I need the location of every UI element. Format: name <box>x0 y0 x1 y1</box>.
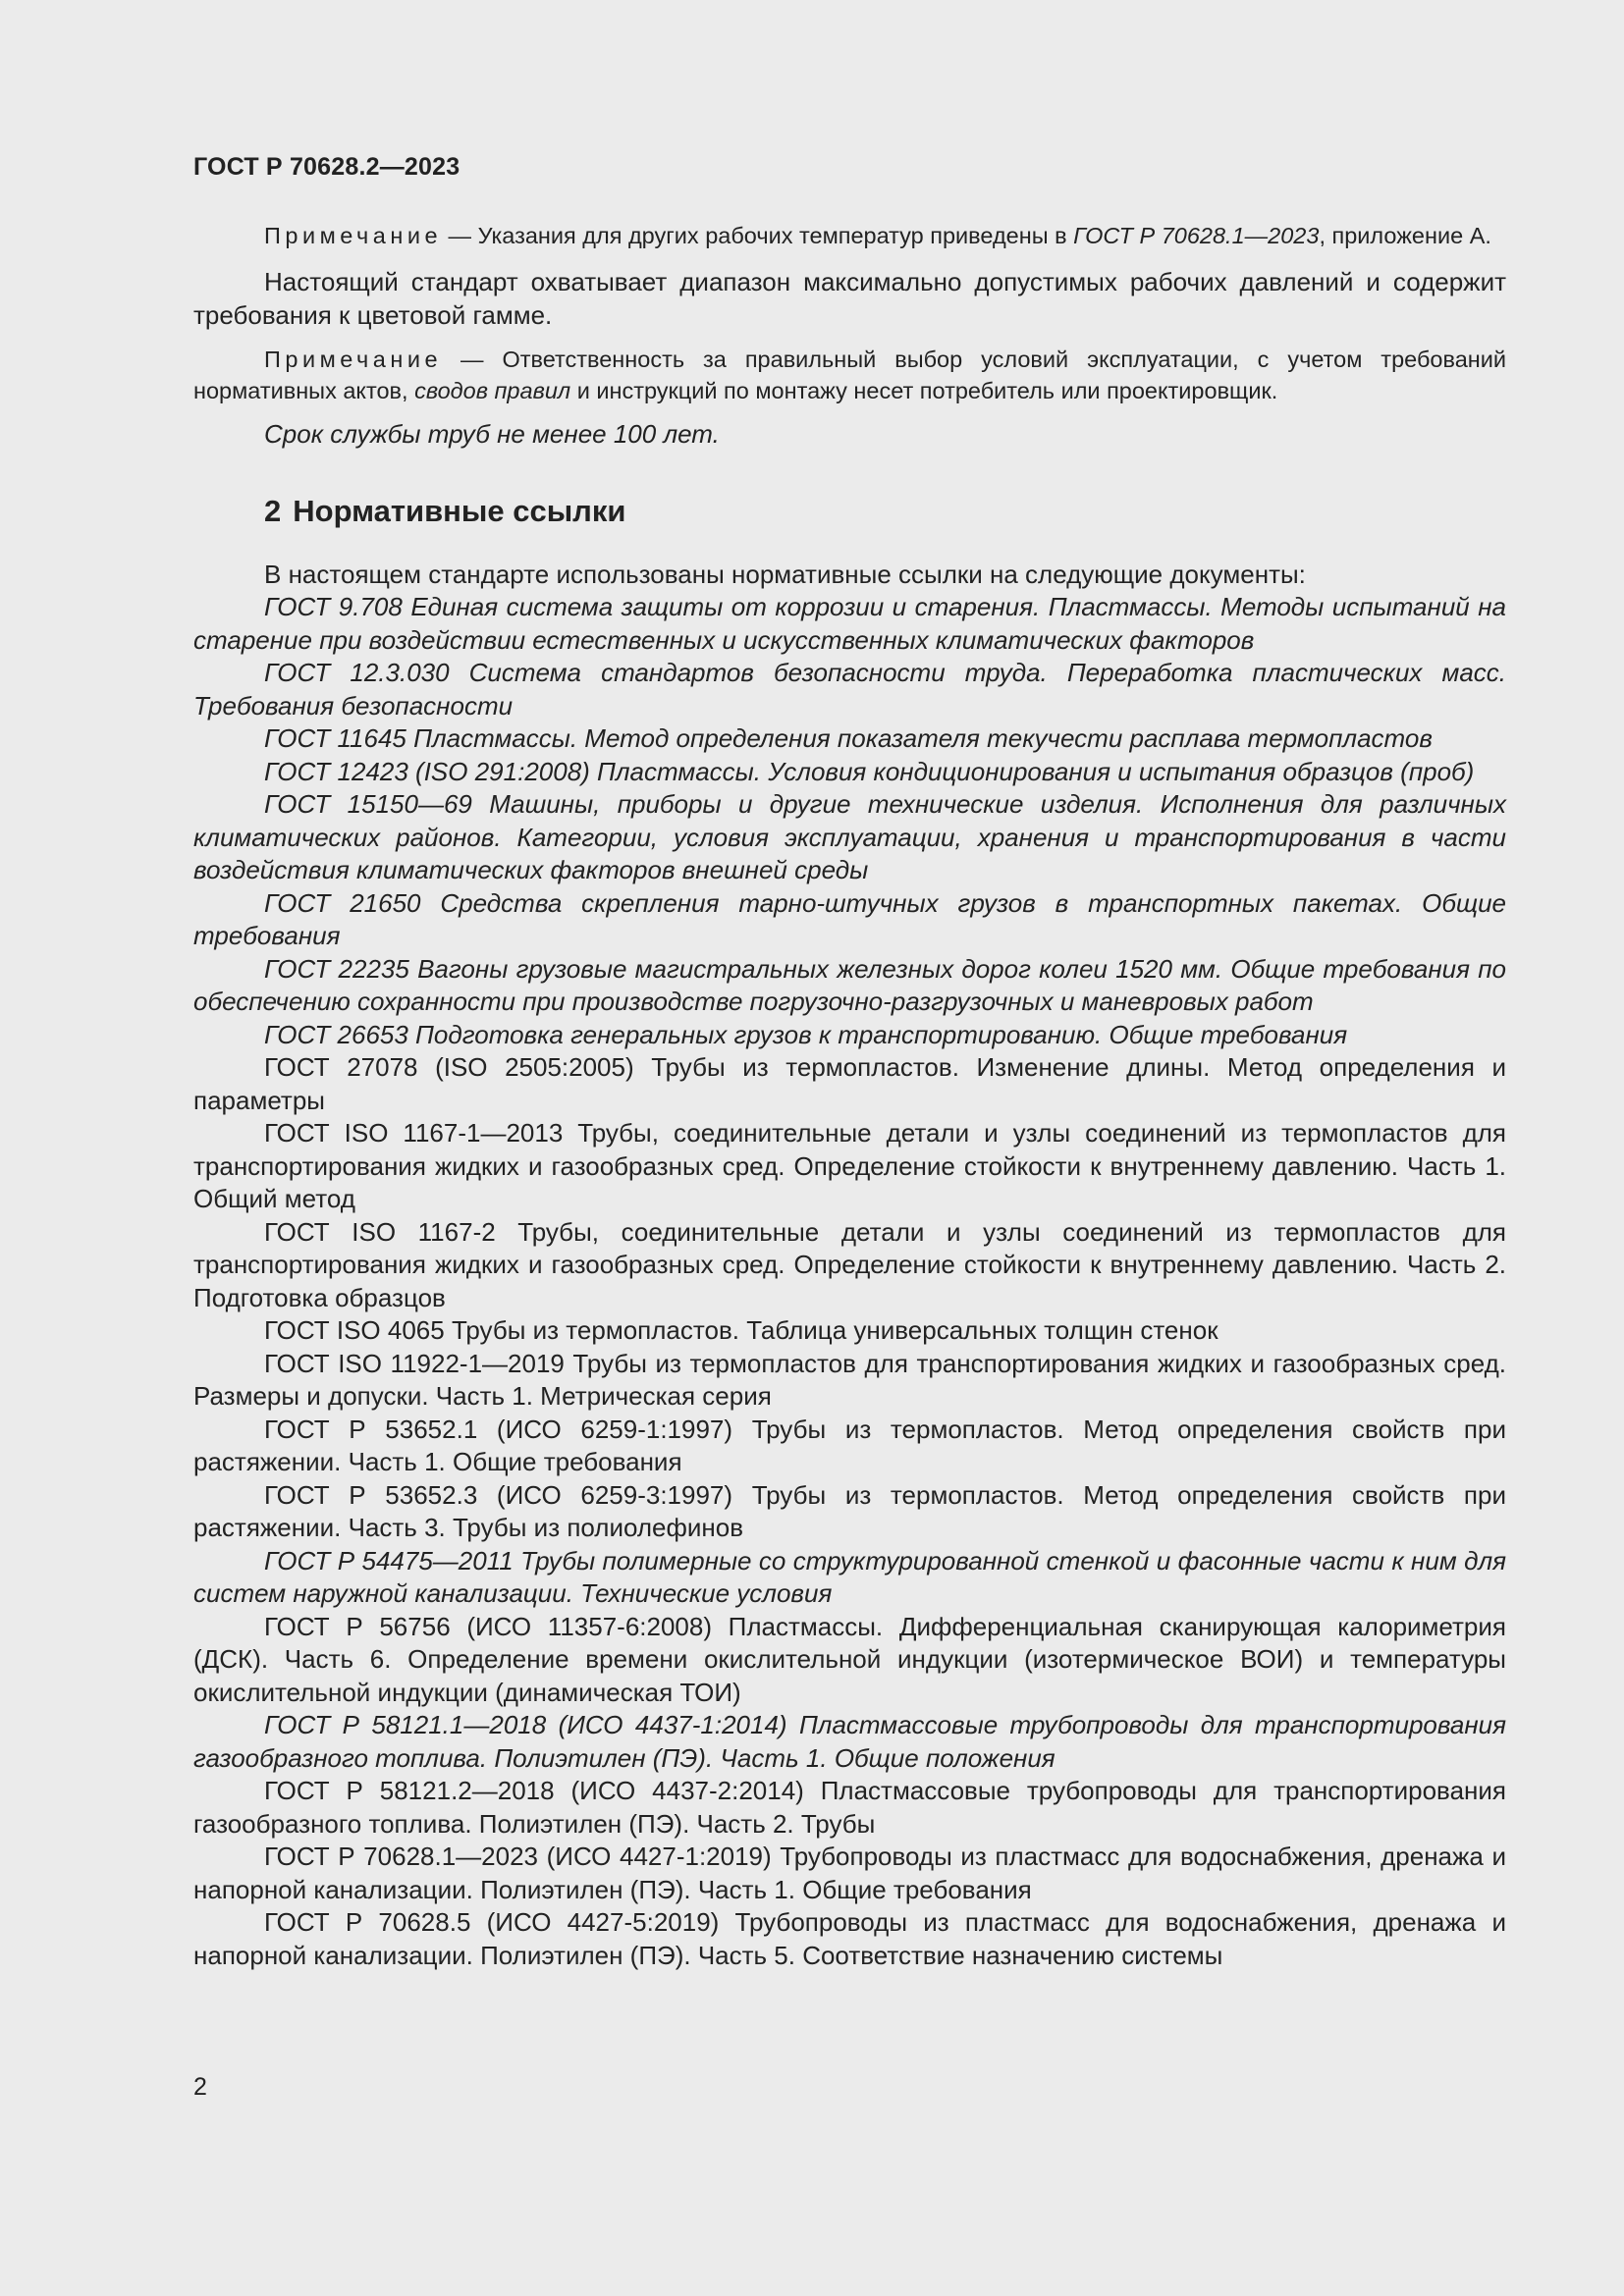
reference-item: ГОСТ Р 56756 (ИСО 11357-6:2008) Пластмассы. Дифференциальная сканирующая калориметрия (ДСК). Часть 6. Определение времени окислительной индукции (изотермическое ВОИ) и температуры окислительной индукции (динамическая ТОИ) <box>193 1611 1506 1707</box>
reference-item: ГОСТ Р 53652.3 (ИСО 6259-3:1997) Трубы из термопластов. Метод определения свойств при растяжении. Часть 3. Трубы из полиолефинов <box>193 1479 1506 1542</box>
reference-item: ГОСТ Р 54475—2011 Трубы полимерные со структурированной стенкой и фасонные части к ним для систем наружной канализации. Технические условия <box>193 1545 1506 1608</box>
references-intro: В настоящем стандарте использованы нормативные ссылки на следующие документы: <box>264 559 1306 589</box>
page-number: 2 <box>193 2073 207 2101</box>
note-temperatures <box>193 220 1506 251</box>
reference-item: ГОСТ 12423 (ISO 291:2008) Пластмассы. Условия кондиционирования и испытания образцов (проб) <box>264 756 1475 786</box>
scope-paragraph: Настоящий стандарт охватывает диапазон максимально допустимых рабочих давлений и содержит требования к цветовой гамме. <box>193 267 1506 330</box>
note-label: Примечание <box>264 347 443 372</box>
reference-item: ГОСТ 9.708 Единая система защиты от коррозии и старения. Пластмассы. Методы испытаний на старение при воздействии естественных и искусственных климатических факторов <box>193 592 1506 655</box>
note-label: Примечание <box>264 223 443 248</box>
service-life-paragraph: Срок службы труб не менее 100 лет. <box>264 419 720 449</box>
reference-item: ГОСТ Р 70628.5 (ИСО 4427-5:2019) Трубопроводы из пластмасс для водоснабжения, дренажа и напорной канализации. Полиэтилен (ПЭ). Часть 5. Соответствие назначению системы <box>193 1907 1506 1970</box>
note-italic-phrase: сводов правил <box>414 378 571 403</box>
reference-item: ГОСТ ISO 1167-1—2013 Трубы, соединительные детали и узлы соединений из термопластов для транспортирования жидких и газообразных сред. Определение стойкости к внутреннему давлению. Часть 1. Общий метод <box>193 1118 1506 1213</box>
reference-item: ГОСТ ISO 11922-1—2019 Трубы из термопластов для транспортирования жидких и газообразных сред. Размеры и допуски. Часть 1. Метрическая серия <box>193 1348 1506 1411</box>
reference-item: ГОСТ Р 58121.1—2018 (ИСО 4437-1:2014) Пластмассовые трубопроводы для транспортирования газообразного топлива. Полиэтилен (ПЭ). Часть 1. Общие положения <box>193 1710 1506 1773</box>
reference-item: ГОСТ 26653 Подготовка генеральных грузов к транспортированию. Общие требования <box>264 1019 1348 1049</box>
note-text: — Ответственность за правильный выбор условий эксплуатации, с учетом требований нормативных актов, <box>193 347 1506 403</box>
section-title: Нормативные ссылки <box>293 493 626 528</box>
reference-item: ГОСТ ISO 1167-2 Трубы, соединительные детали и узлы соединений из термопластов для транспортирования жидких и газообразных сред. Определение стойкости к внутреннему давлению. Часть 2. Подготовка образцов <box>193 1216 1506 1312</box>
reference-item: ГОСТ 12.3.030 Система стандартов безопасности труда. Переработка пластических масс. Требования безопасности <box>193 658 1506 721</box>
note-text: — Указания для других рабочих температур приведены в <box>442 223 1074 248</box>
references-block <box>193 559 1506 1973</box>
reference-item: ГОСТ 22235 Вагоны грузовые магистральных железных дорог колеи 1520 мм. Общие требования по обеспечению сохранности при производстве погрузочно-разгрузочных и маневровых работ <box>193 953 1506 1016</box>
reference-item: ГОСТ Р 70628.1—2023 (ИСО 4427-1:2019) Трубопроводы из пластмасс для водоснабжения, дренажа и напорной канализации. Полиэтилен (ПЭ). Часть 1. Общие требования <box>193 1842 1506 1904</box>
reference-list <box>193 591 1506 1972</box>
page-body <box>193 220 1506 1972</box>
note-reference: ГОСТ Р 70628.1—2023 <box>1073 223 1320 248</box>
document-header: ГОСТ Р 70628.2—2023 <box>193 153 460 181</box>
section-number: 2 <box>264 493 282 528</box>
section-heading <box>193 486 1506 537</box>
reference-item: ГОСТ Р 58121.2—2018 (ИСО 4437-2:2014) Пластмассовые трубопроводы для транспортирования газообразного топлива. Полиэтилен (ПЭ). Часть 2. Трубы <box>193 1776 1506 1839</box>
reference-item: ГОСТ 27078 (ISO 2505:2005) Трубы из термопластов. Изменение длины. Метод определения и параметры <box>193 1052 1506 1115</box>
note-text-end: , приложение А. <box>1319 223 1491 248</box>
reference-item: ГОСТ 15150—69 Машины, приборы и другие технические изделия. Исполнения для различных климатических районов. Категории, условия эксплуатации, хранения и транспортирования в части воздействия климатических факторов внешней среды <box>193 789 1506 884</box>
reference-item: ГОСТ 11645 Пластмассы. Метод определения показателя текучести расплава термопластов <box>264 723 1433 753</box>
reference-item: ГОСТ ISO 4065 Трубы из термопластов. Таблица универсальных толщин стенок <box>264 1315 1218 1345</box>
reference-item: ГОСТ 21650 Средства скрепления тарно-штучных грузов в транспортных пакетах. Общие требования <box>193 887 1506 950</box>
note-text-end: и инструкций по монтажу несет потребитель или проектировщик. <box>570 378 1278 403</box>
reference-item: ГОСТ Р 53652.1 (ИСО 6259-1:1997) Трубы из термопластов. Метод определения свойств при растяжении. Часть 1. Общие требования <box>193 1414 1506 1476</box>
note-responsibility <box>193 344 1506 406</box>
